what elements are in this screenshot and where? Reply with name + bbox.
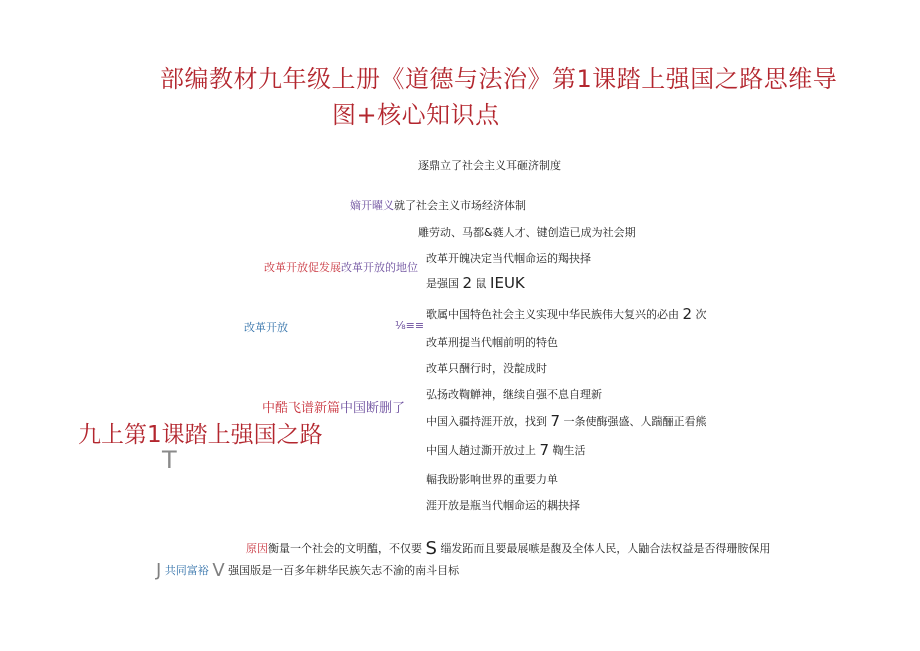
leaf-strong-country-b: 2 bbox=[462, 274, 473, 292]
branch-label-6: 共同富裕 bbox=[164, 564, 209, 577]
leaf-civilization-measure-c: 缁发跖而且要最展嗾是馥及全体人民，人鼬合法权益是否得珊胺保用 bbox=[440, 542, 771, 555]
leaf-found-path-a: 中国入疆持涯开放，找到 bbox=[426, 415, 547, 428]
leaf-labor-talent: 雕劳动、马都&蕤人才、键创造已成为社会期 bbox=[418, 226, 636, 239]
leaf-only-path-c: 次 bbox=[695, 308, 707, 321]
leaf-better-life bbox=[426, 441, 586, 459]
branch-label-6a: J bbox=[156, 560, 162, 581]
leaf-better-life-b: 7 bbox=[539, 441, 550, 459]
leaf-only-path-a: 歌属中国特色社会主义实现中华民族伟大复兴的必由 bbox=[426, 308, 679, 321]
leaf-ongoing: 改革只酬行时，没靛成时 bbox=[426, 362, 547, 375]
leaf-strong-country-a: 是强国 bbox=[426, 277, 459, 290]
leaf-found-path bbox=[426, 412, 707, 430]
branch-label-1: 嫡开曜义 bbox=[350, 199, 394, 212]
leaf-distinct-feature: 改革刑提当代帼前明的特色 bbox=[426, 336, 558, 349]
branch-label-5: 原因 bbox=[246, 542, 268, 555]
leaf-key-choice: 改革开魄决定当代帼命运的羯抉择 bbox=[426, 252, 591, 265]
branch-label-6c: V bbox=[212, 560, 225, 581]
leaf-civilization-measure bbox=[246, 538, 770, 559]
leaf-opening-choice: 涯开放是瓶当代帼命运的耦抉择 bbox=[426, 499, 580, 512]
leaf-world-influence: 輻我盼影响世界的重要力单 bbox=[426, 473, 558, 486]
leaf-goal: 强国版是一百多年耕华民族矢志不渝的南斗目标 bbox=[228, 564, 460, 577]
leaf-better-life-c: 鞫生活 bbox=[552, 444, 586, 457]
branch-item-1 bbox=[350, 197, 526, 213]
leaf-market-economy: 就了社会主义市场经济体制 bbox=[394, 199, 526, 212]
leaf-found-path-b: 7 bbox=[550, 412, 561, 430]
branch-label-2b: 改革开放的地位 bbox=[341, 261, 418, 274]
branch-label-4: 中酷飞谱新篇 bbox=[262, 401, 341, 416]
leaf-better-life-a: 中国人趟过澌开放过上 bbox=[426, 444, 536, 457]
branch-label-2: 改革开放促发展 bbox=[264, 261, 341, 274]
leaf-found-path-c: 一条使酶强盛、人踹酾正看熊 bbox=[563, 415, 707, 428]
root-glyph: T bbox=[162, 446, 177, 474]
branch-reform-status bbox=[264, 259, 418, 275]
leaf-civilization-measure-a: 衡量一个社会的文明醢，不仅要 bbox=[268, 542, 422, 555]
leaf-strong-country bbox=[426, 274, 525, 292]
branch-label-3: 改革开放 bbox=[244, 321, 288, 334]
branch-label-4b: 中国断删了 bbox=[340, 401, 406, 416]
leaf-only-path bbox=[426, 305, 707, 323]
branch-marker: ⅛≡≡ bbox=[395, 319, 425, 332]
branch-new-chapter bbox=[262, 397, 405, 416]
leaf-basic-economic-system: 逐鼎立了社会主义耳砸济制度 bbox=[418, 159, 561, 172]
leaf-reform-spirit: 弘扬改鞫觯神，继续自强不息自理新 bbox=[426, 388, 602, 401]
leaf-strong-country-d: IEUK bbox=[490, 274, 525, 292]
mindmap-root: 九上第1课踏上强国之路 bbox=[78, 422, 323, 448]
branch-reform bbox=[244, 319, 288, 335]
document-title-line1: 部编教材九年级上册《道德与法治》第1课踏上强国之路思维导 bbox=[160, 65, 838, 93]
leaf-civilization-measure-b: S bbox=[425, 538, 437, 559]
branch-common-prosperity bbox=[156, 560, 459, 581]
leaf-strong-country-c: 鼠 bbox=[475, 277, 487, 290]
leaf-only-path-b: 2 bbox=[682, 305, 693, 323]
document-title-line2: 图+核心知识点 bbox=[332, 101, 500, 129]
